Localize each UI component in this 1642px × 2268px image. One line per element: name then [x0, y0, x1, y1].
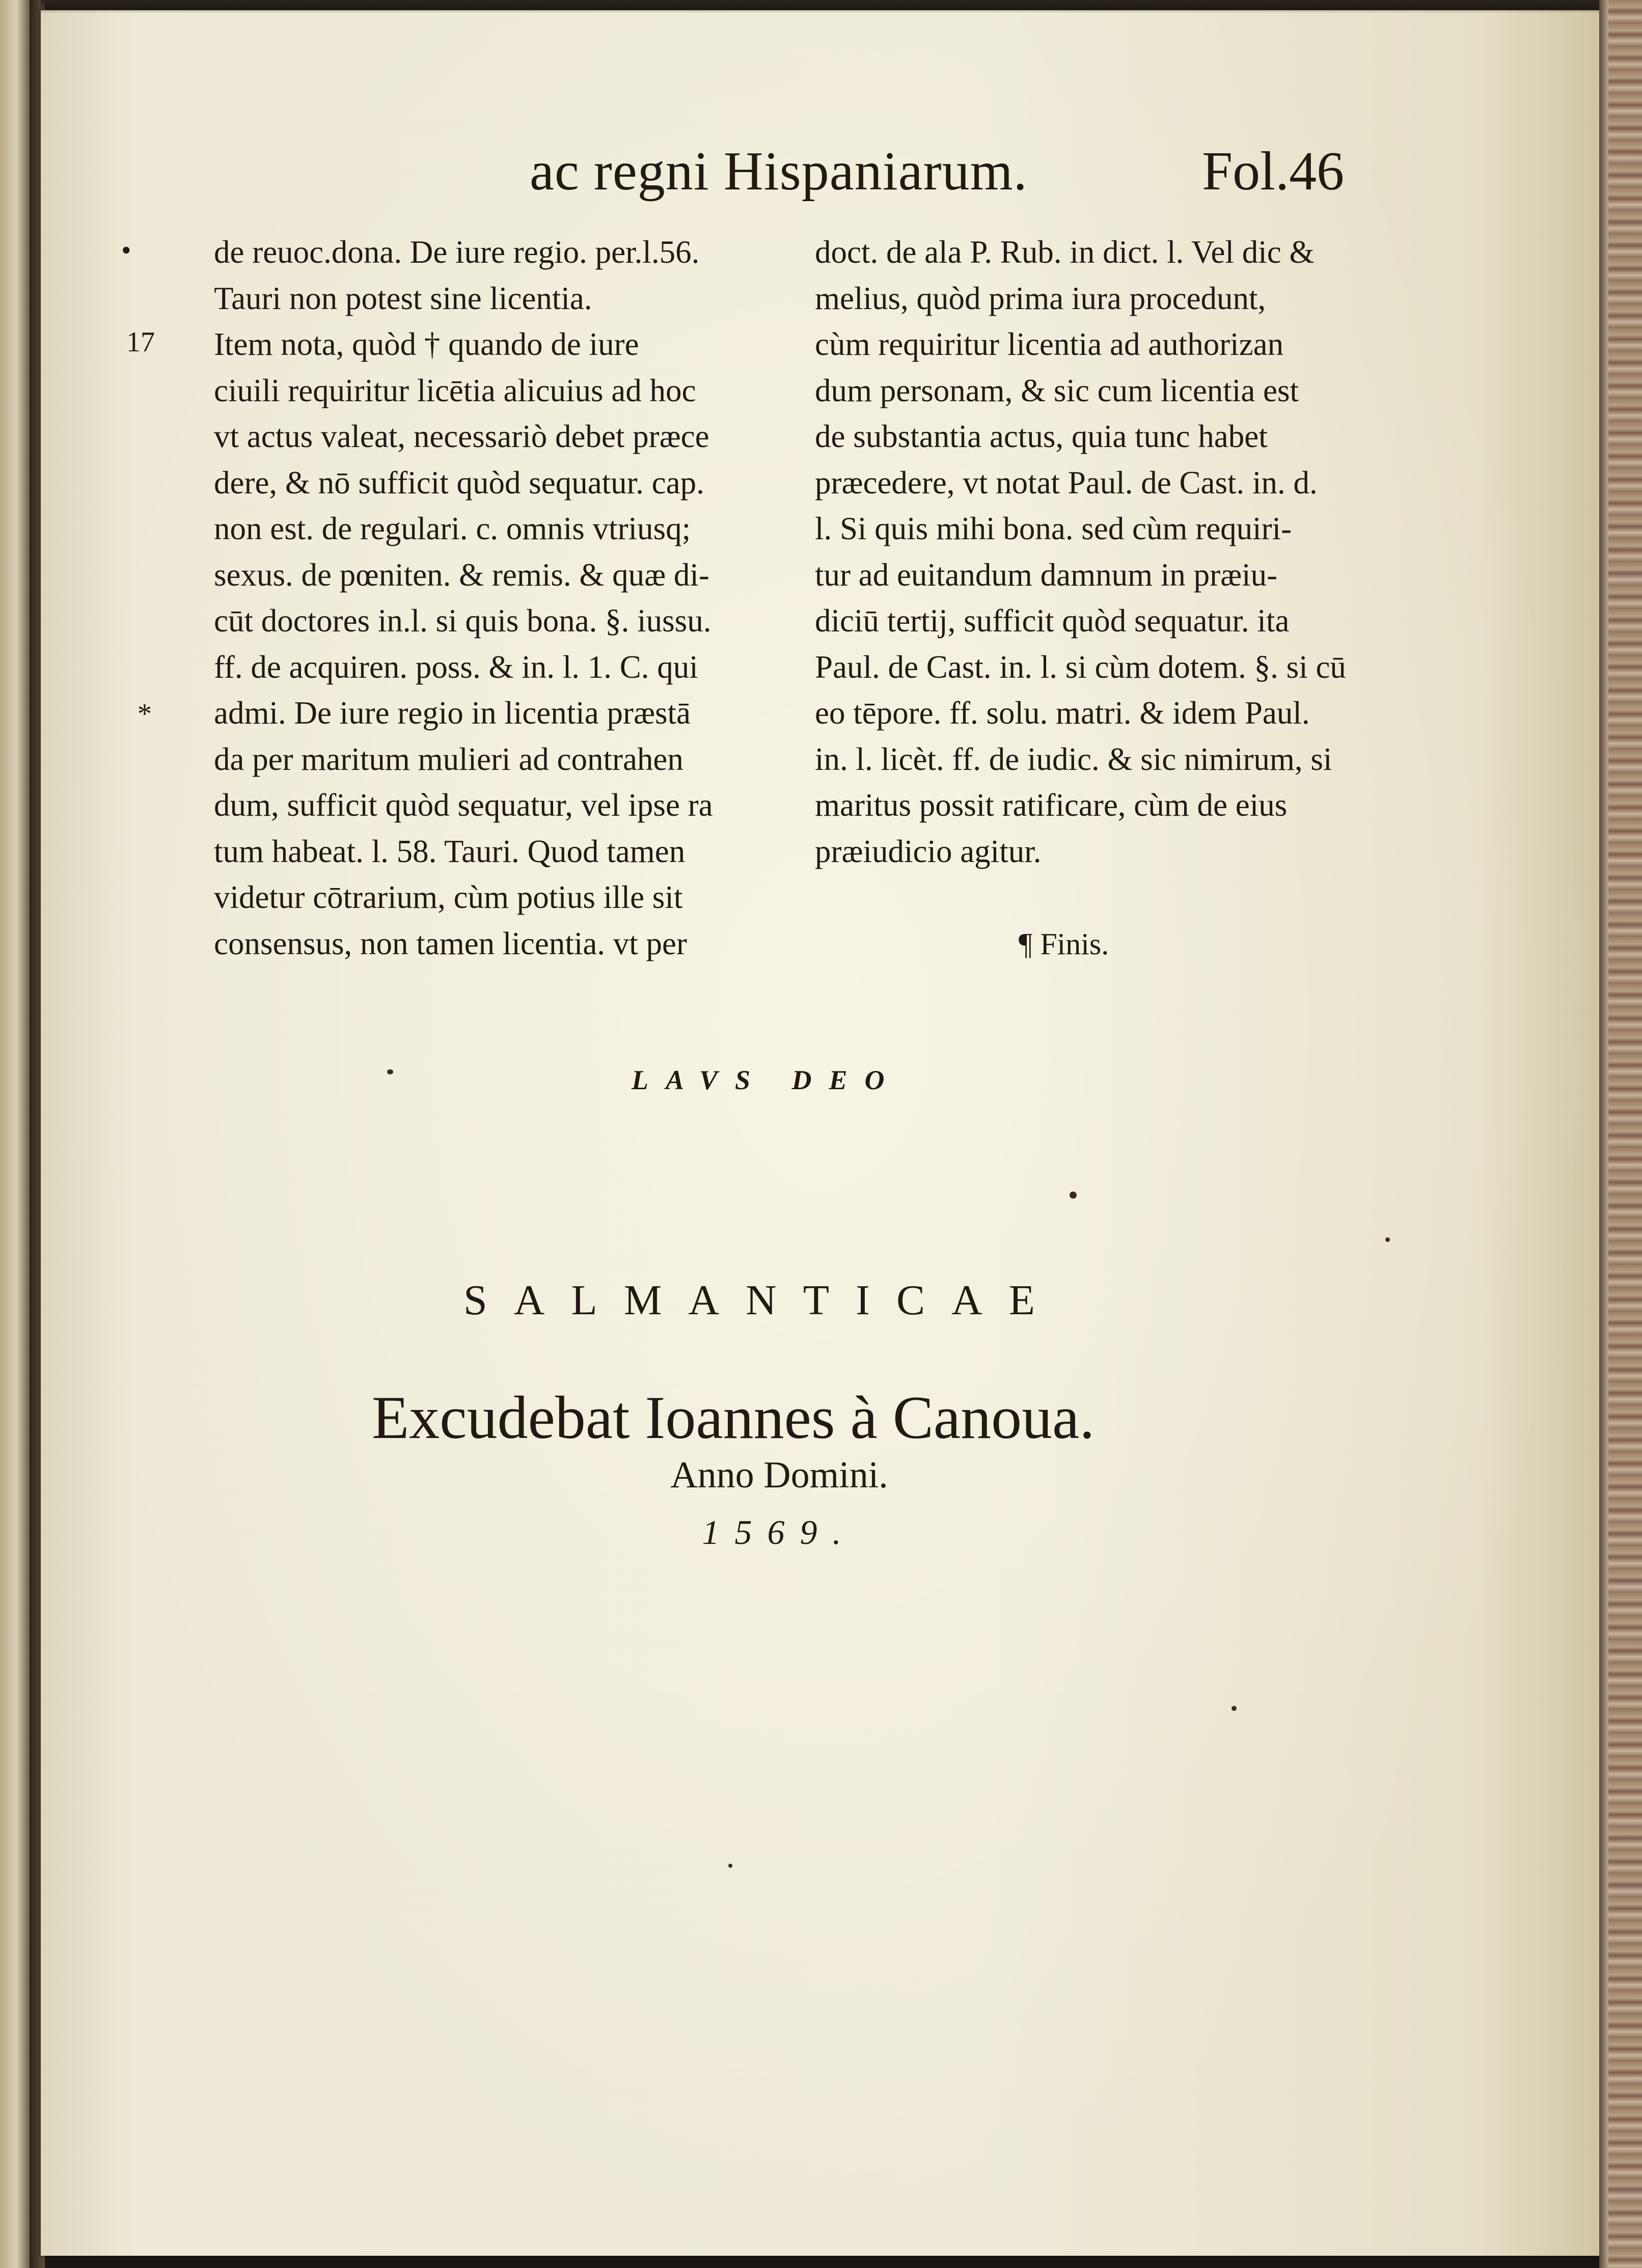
text-line: Paul. de Cast. in. l. si cùm dotem. §. si cū: [815, 649, 1346, 685]
text-line: eo tēpore. ff. solu. matri. & idem Paul.: [815, 695, 1310, 731]
imprint-anno: Anno Domini.: [670, 1454, 888, 1496]
page-top-shadow: [41, 0, 1604, 13]
text-line: de substantia actus, quia tunc habet: [815, 419, 1268, 454]
text-line: melius, quòd prima iura procedunt,: [815, 280, 1266, 316]
text-line: vt actus valeat, necessariò debet præce: [214, 419, 709, 454]
text-line: Tauri non potest sine licentia.: [214, 280, 592, 316]
imprint-city: SALMANTICAE: [463, 1277, 1061, 1324]
right-text-column: [815, 229, 1385, 874]
text-line: tum habeat. l. 58. Tauri. Quod tamen: [214, 833, 686, 869]
text-line: l. Si quis mihi bona. sed cùm requiri-: [815, 511, 1292, 546]
text-line: doct. de ala P. Rub. in dict. l. Vel dic &: [815, 234, 1315, 270]
imprint-year: 1569.: [702, 1513, 857, 1552]
paper-speck: [1070, 1192, 1077, 1199]
text-line: non est. de regulari. c. omnis vtriusq;: [214, 511, 691, 546]
margin-bullet: •: [121, 235, 131, 266]
text-line: in. l. licèt. ff. de iudic. & sic nimirum, si: [815, 741, 1332, 777]
imprint-printer: Excudebat Ioannes à Canoua.: [372, 1384, 1095, 1451]
text-line: admi. De iure regio in licentia præstā: [214, 695, 691, 731]
paper-speck: [1385, 1237, 1390, 1242]
text-line: maritus possit ratificare, cùm de eius: [815, 787, 1288, 823]
text-line: cūt doctores in.l. si quis bona. §. iussu.: [214, 603, 711, 639]
text-line: ciuili requiritur licētia alicuius ad hoc: [214, 372, 696, 408]
text-line: diciū tertij, sufficit quòd sequatur. ita: [815, 603, 1290, 639]
book-page: [41, 10, 1604, 2256]
text-line: dum, sufficit quòd sequatur, vel ipse ra: [214, 787, 713, 823]
margin-asterisk: *: [138, 698, 152, 730]
text-line: tur ad euitandum damnum in præiu-: [815, 557, 1278, 593]
facing-page-edge: [0, 0, 30, 2268]
running-head-title: ac regni Hispaniarum.: [530, 141, 1028, 202]
text-line: videtur cōtrarium, cùm potius ille sit: [214, 879, 683, 915]
text-line: dum personam, & sic cum licentia est: [815, 372, 1299, 408]
paper-speck: [1231, 1706, 1237, 1711]
finis-mark: ¶ Finis.: [1019, 927, 1109, 961]
paper-speck: [728, 1864, 732, 1868]
text-line: sexus. de pœniten. & remis. & quæ di-: [214, 557, 709, 593]
text-line: da per maritum mulieri ad contrahen: [214, 741, 683, 777]
text-line: ff. de acquiren. poss. & in. l. 1. C. qui: [214, 649, 698, 685]
laus-deo: LAVS DEO: [632, 1065, 902, 1095]
text-line: cùm requiritur licentia ad authorizan: [815, 326, 1284, 362]
section-number: 17: [126, 326, 155, 358]
left-text-column: [214, 229, 769, 966]
text-line: Item nota, quòd † quando de iure: [214, 326, 639, 362]
text-line: præcedere, vt notat Paul. de Cast. in. d.: [815, 464, 1318, 501]
folio-number: Fol.46: [1202, 141, 1345, 202]
text-line: dere, & nō sufficit quòd sequatur. cap.: [214, 464, 704, 501]
text-line: præiudicio agitur.: [815, 833, 1042, 869]
text-line: de reuoc.dona. De iure regio. per.l.56.: [214, 234, 700, 270]
paper-speck: [387, 1069, 393, 1074]
text-line: consensus, non tamen licentia. vt per: [214, 925, 688, 961]
fore-edge-shade: [1599, 0, 1608, 2268]
